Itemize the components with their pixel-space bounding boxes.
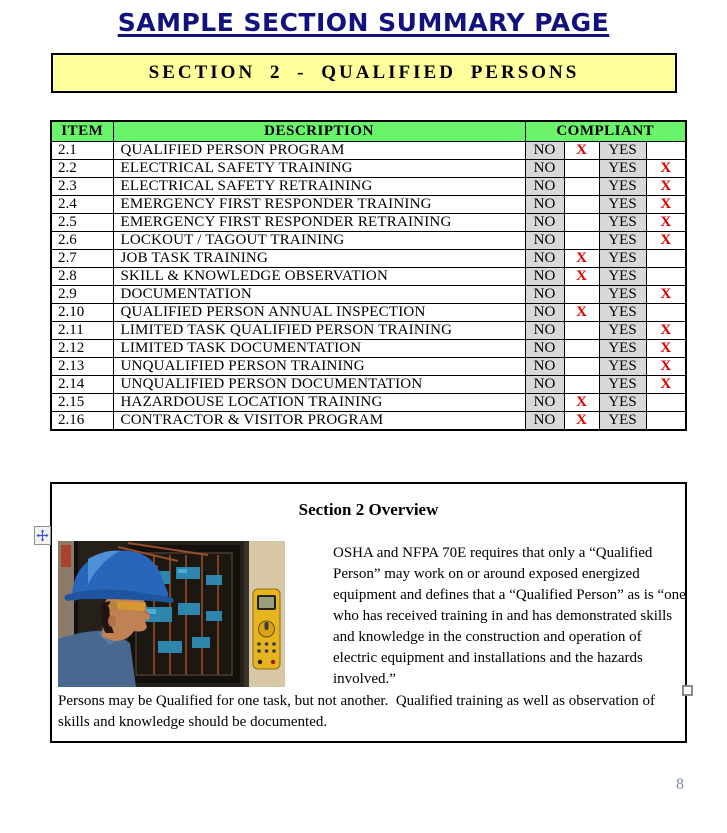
- four-way-arrow-icon: [36, 529, 49, 542]
- column-header-compliant: COMPLIANT: [525, 121, 686, 141]
- yes-cell: YES: [599, 231, 646, 249]
- no-x-cell: X: [564, 141, 599, 159]
- yes-cell: YES: [599, 411, 646, 430]
- yes-cell: YES: [599, 321, 646, 339]
- no-cell: NO: [525, 411, 564, 430]
- table-row: [51, 231, 686, 249]
- yes-x-cell: [646, 249, 686, 267]
- yes-cell: YES: [599, 375, 646, 393]
- item-cell: 2.11: [51, 321, 113, 339]
- no-x-cell: [564, 159, 599, 177]
- description-cell: QUALIFIED PERSON ANNUAL INSPECTION: [113, 303, 525, 321]
- item-cell: 2.14: [51, 375, 113, 393]
- yes-cell: YES: [599, 285, 646, 303]
- yes-x-cell: X: [646, 159, 686, 177]
- no-cell: NO: [525, 141, 564, 159]
- yes-x-cell: X: [646, 231, 686, 249]
- move-handle-icon[interactable]: [34, 526, 51, 545]
- description-cell: SKILL & KNOWLEDGE OBSERVATION: [113, 267, 525, 285]
- yes-cell: YES: [599, 195, 646, 213]
- description-cell: LOCKOUT / TAGOUT TRAINING: [113, 231, 525, 249]
- yes-x-cell: [646, 267, 686, 285]
- section-banner: [51, 53, 677, 93]
- description-cell: UNQUALIFIED PERSON DOCUMENTATION: [113, 375, 525, 393]
- overview-title: Section 2 Overview: [298, 500, 439, 519]
- description-cell: JOB TASK TRAINING: [113, 249, 525, 267]
- no-cell: NO: [525, 285, 564, 303]
- compliance-table-body: [51, 141, 686, 430]
- item-cell: 2.15: [51, 393, 113, 411]
- column-header-item: ITEM: [51, 121, 113, 141]
- yes-cell: YES: [599, 249, 646, 267]
- description-cell: ELECTRICAL SAFETY RETRAINING: [113, 177, 525, 195]
- description-cell: EMERGENCY FIRST RESPONDER RETRAINING: [113, 213, 525, 231]
- no-cell: NO: [525, 357, 564, 375]
- no-cell: NO: [525, 303, 564, 321]
- description-cell: HAZARDOUSE LOCATION TRAINING: [113, 393, 525, 411]
- item-cell: 2.8: [51, 267, 113, 285]
- yes-x-cell: X: [646, 339, 686, 357]
- no-x-cell: [564, 195, 599, 213]
- item-cell: 2.4: [51, 195, 113, 213]
- no-x-cell: X: [564, 411, 599, 430]
- table-row: [51, 411, 686, 430]
- overview-box: [50, 482, 687, 743]
- item-cell: 2.1: [51, 141, 113, 159]
- page-number: 8: [676, 776, 684, 793]
- no-x-cell: X: [564, 393, 599, 411]
- table-row: [51, 393, 686, 411]
- yes-cell: YES: [599, 177, 646, 195]
- description-cell: ELECTRICAL SAFETY TRAINING: [113, 159, 525, 177]
- item-cell: 2.13: [51, 357, 113, 375]
- no-x-cell: [564, 357, 599, 375]
- no-x-cell: [564, 213, 599, 231]
- yes-cell: YES: [599, 303, 646, 321]
- no-cell: NO: [525, 321, 564, 339]
- table-row: [51, 357, 686, 375]
- table-row: [51, 141, 686, 159]
- yes-x-cell: X: [646, 321, 686, 339]
- yes-cell: YES: [599, 141, 646, 159]
- yes-x-cell: X: [646, 285, 686, 303]
- description-cell: UNQUALIFIED PERSON TRAINING: [113, 357, 525, 375]
- yes-cell: YES: [599, 159, 646, 177]
- table-row: [51, 267, 686, 285]
- no-x-cell: X: [564, 267, 599, 285]
- yes-x-cell: X: [646, 213, 686, 231]
- table-header-row: [51, 121, 686, 141]
- no-cell: NO: [525, 393, 564, 411]
- description-cell: LIMITED TASK QUALIFIED PERSON TRAINING: [113, 321, 525, 339]
- yes-cell: YES: [599, 357, 646, 375]
- table-row: [51, 195, 686, 213]
- table-row: [51, 177, 686, 195]
- overview-paragraph: OSHA and NFPA 70E requires that only a “Qualified Person” may work on or around exposed energized equipment and defines that a “Qualified Person” as is “one who has received training in and has demonstrated skills and knowledge in the construction and operation of electric equipment and installations and the hazards involved.”: [333, 545, 686, 687]
- no-x-cell: [564, 321, 599, 339]
- table-row: [51, 213, 686, 231]
- yes-x-cell: X: [646, 177, 686, 195]
- section-banner-label: SECTION 2 - QUALIFIED PERSONS: [148, 62, 580, 83]
- compliance-table: [50, 120, 687, 431]
- description-cell: CONTRACTOR & VISITOR PROGRAM: [113, 411, 525, 430]
- yes-cell: YES: [599, 393, 646, 411]
- table-row: [51, 159, 686, 177]
- description-cell: QUALIFIED PERSON PROGRAM: [113, 141, 525, 159]
- yes-x-cell: [646, 303, 686, 321]
- description-cell: LIMITED TASK DOCUMENTATION: [113, 339, 525, 357]
- multimeter-icon: [253, 589, 280, 669]
- yes-cell: YES: [599, 213, 646, 231]
- description-cell: EMERGENCY FIRST RESPONDER TRAINING: [113, 195, 525, 213]
- yes-x-cell: [646, 393, 686, 411]
- no-cell: NO: [525, 375, 564, 393]
- yes-x-cell: X: [646, 375, 686, 393]
- table-row: [51, 339, 686, 357]
- no-x-cell: X: [564, 249, 599, 267]
- item-cell: 2.10: [51, 303, 113, 321]
- item-cell: 2.12: [51, 339, 113, 357]
- table-row: [51, 375, 686, 393]
- yes-x-cell: X: [646, 195, 686, 213]
- no-x-cell: [564, 177, 599, 195]
- worker-photo-illustration: [58, 541, 285, 687]
- description-cell: DOCUMENTATION: [113, 285, 525, 303]
- no-cell: NO: [525, 195, 564, 213]
- table-row: [51, 285, 686, 303]
- no-x-cell: [564, 375, 599, 393]
- item-cell: 2.7: [51, 249, 113, 267]
- worker-photo: [58, 541, 285, 687]
- no-x-cell: X: [564, 303, 599, 321]
- item-cell: 2.5: [51, 213, 113, 231]
- item-cell: 2.3: [51, 177, 113, 195]
- overview-footer: Persons may be Qualified for one task, but not another. Qualified training as well as observation of skills and knowledge should be documented.: [58, 693, 659, 730]
- no-cell: NO: [525, 213, 564, 231]
- table-row: [51, 303, 686, 321]
- yes-cell: YES: [599, 339, 646, 357]
- page-title: SAMPLE SECTION SUMMARY PAGE: [117, 8, 610, 37]
- yes-x-cell: X: [646, 357, 686, 375]
- column-header-description: DESCRIPTION: [113, 121, 525, 141]
- resize-handle[interactable]: [682, 685, 693, 696]
- yes-x-cell: [646, 141, 686, 159]
- table-row: [51, 249, 686, 267]
- yes-x-cell: [646, 411, 686, 430]
- item-cell: 2.9: [51, 285, 113, 303]
- no-cell: NO: [525, 231, 564, 249]
- table-row: [51, 321, 686, 339]
- item-cell: 2.16: [51, 411, 113, 430]
- no-x-cell: [564, 339, 599, 357]
- item-cell: 2.2: [51, 159, 113, 177]
- no-cell: NO: [525, 249, 564, 267]
- item-cell: 2.6: [51, 231, 113, 249]
- no-cell: NO: [525, 177, 564, 195]
- no-cell: NO: [525, 159, 564, 177]
- no-x-cell: [564, 231, 599, 249]
- no-cell: NO: [525, 267, 564, 285]
- no-cell: NO: [525, 339, 564, 357]
- no-x-cell: [564, 285, 599, 303]
- yes-cell: YES: [599, 267, 646, 285]
